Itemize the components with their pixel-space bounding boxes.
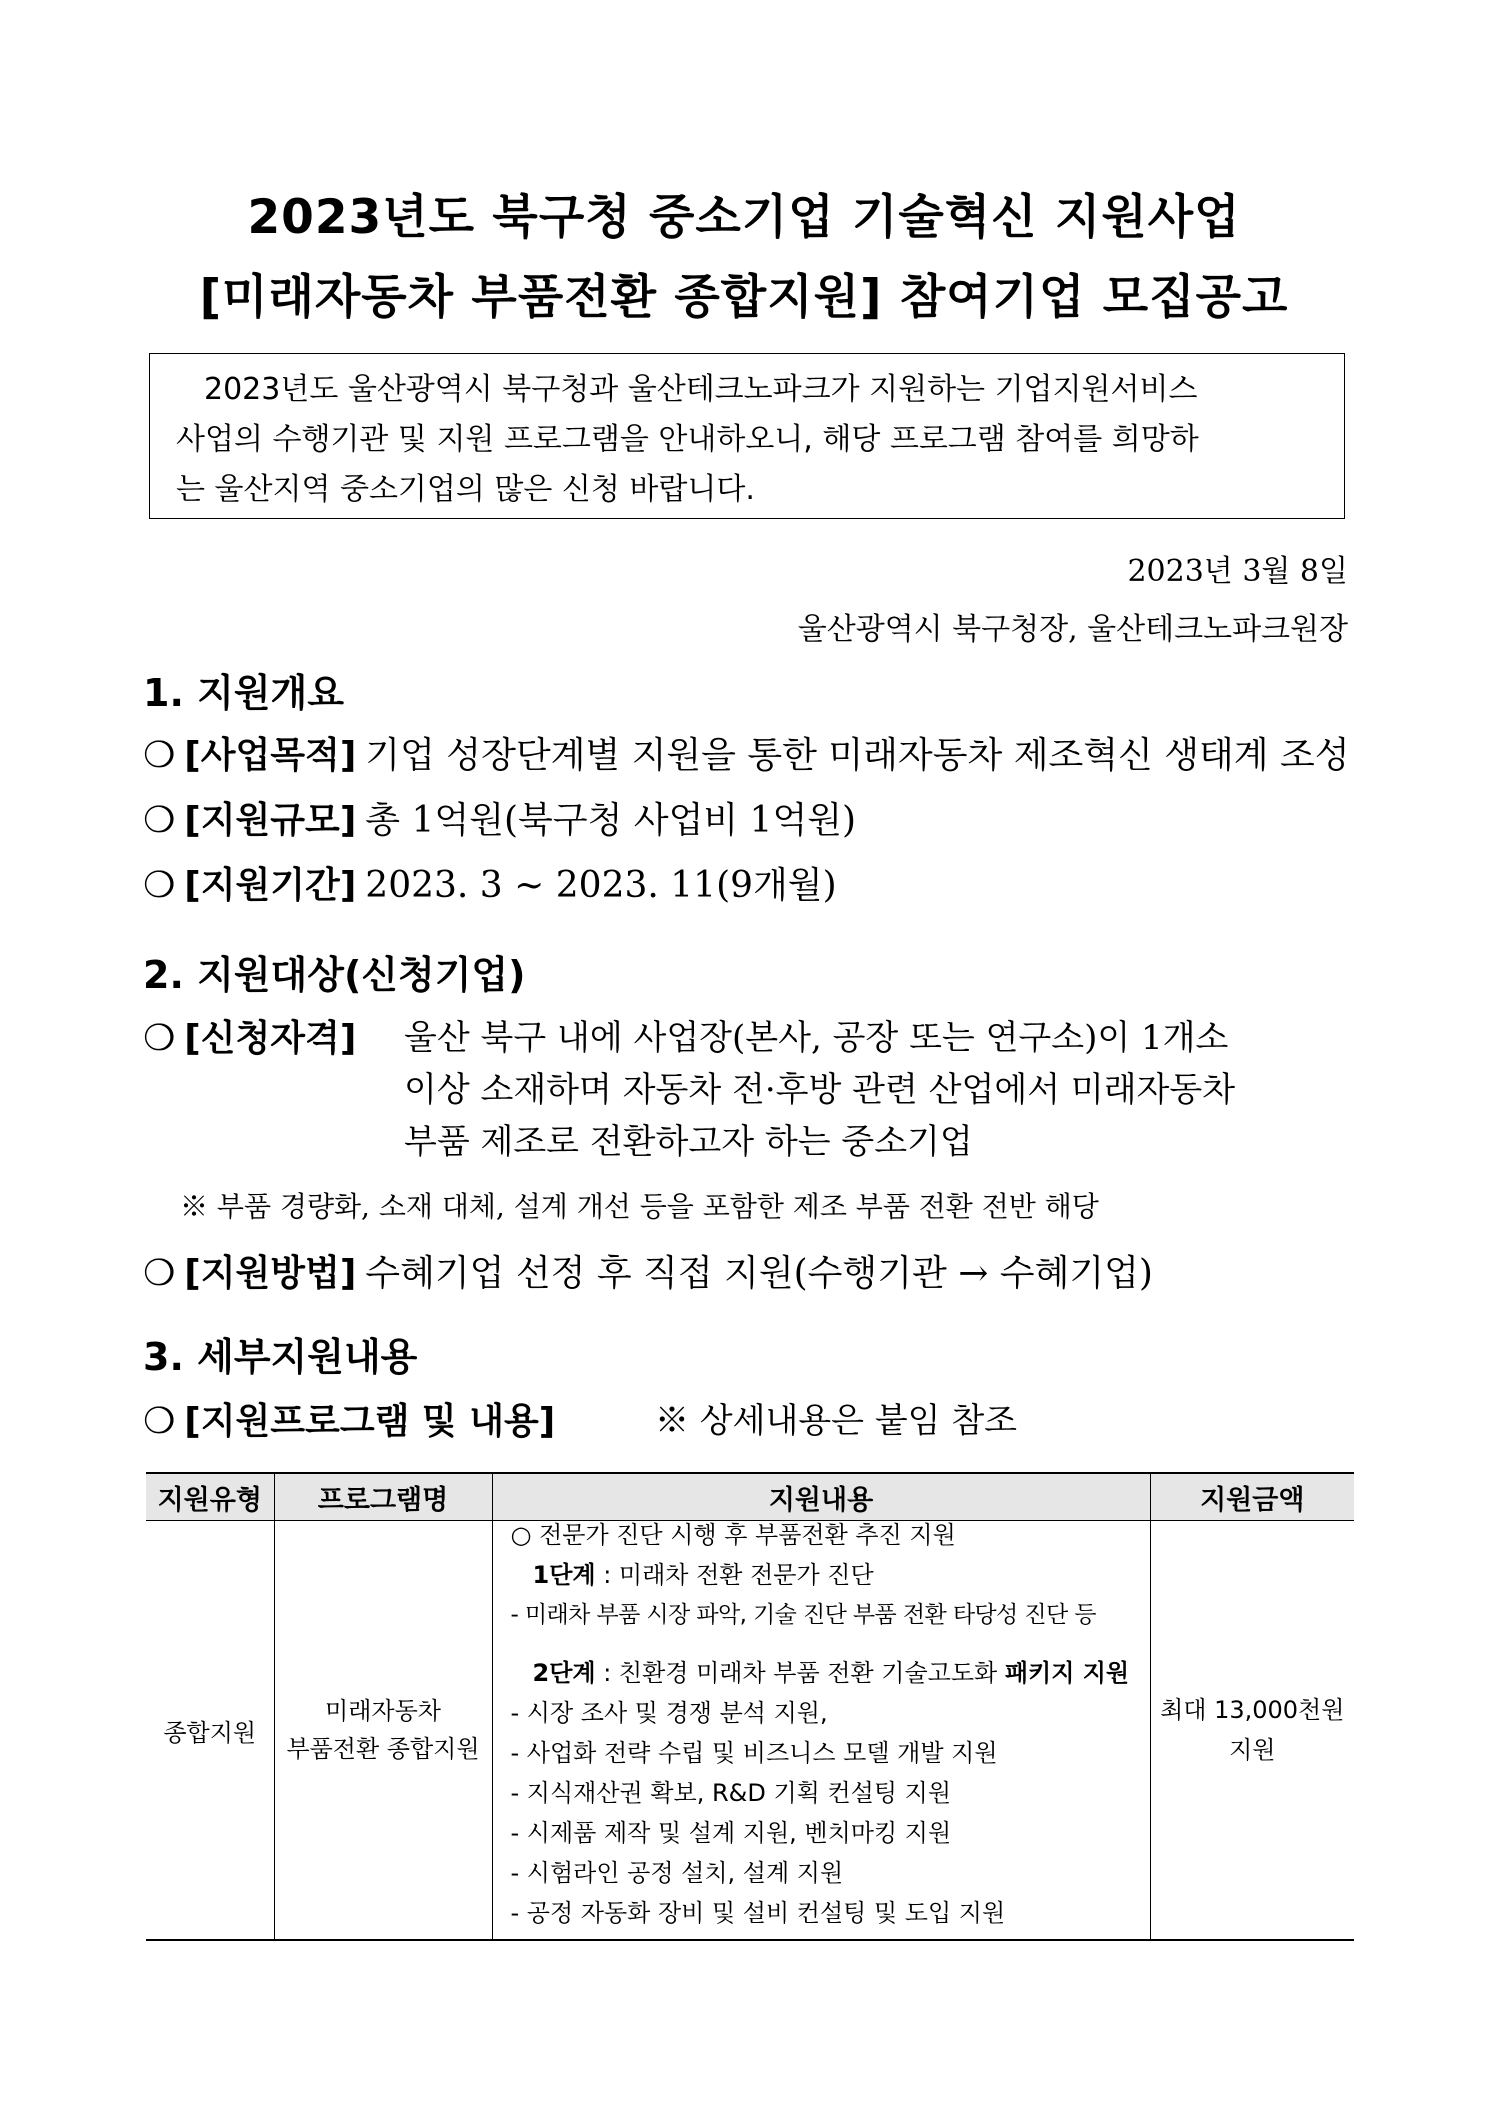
qualification-line-1: 울산 북구 내에 사업장(본사, 공장 또는 연구소)이 1개소 <box>404 1018 1229 1058</box>
content-item: - 시제품 제작 및 설계 지원, 벤치마킹 지원 <box>510 1819 952 1847</box>
header-amount: 지원금액 <box>1150 1473 1354 1521</box>
cell-amount <box>1150 1521 1354 1941</box>
header-type: 지원유형 <box>146 1473 274 1521</box>
section3-program <box>143 1393 555 1444</box>
intro-line-1: 2023년도 울산광역시 북구청과 울산테크노파크가 지원하는 기업지원서비스 <box>204 372 1198 407</box>
section2-note: ※ 부품 경량화, 소재 대체, 설계 개선 등을 포함한 제조 부품 전환 전반 해당 <box>180 1190 1099 1223</box>
bullet-circle-icon: ❍ <box>143 1253 176 1294</box>
bullet-circle-icon: ❍ <box>143 1018 176 1059</box>
section2-heading: 2. 지원대상(신청기업) <box>143 953 526 997</box>
intro-line-3: 는 울산지역 중소기업의 많은 신청 바랍니다. <box>176 472 755 507</box>
section1-heading: 1. 지원개요 <box>143 671 344 715</box>
cell-content <box>492 1521 1150 1941</box>
section1-item-purpose <box>143 727 1350 778</box>
announcement-date: 2023년 3월 8일 <box>1127 554 1348 589</box>
item-label: [지원기간] <box>184 865 357 906</box>
issuer: 울산광역시 북구청장, 울산테크노파크원장 <box>797 612 1348 647</box>
item-text: 총 1억원(북구청 사업비 1억원) <box>365 800 857 841</box>
content-item: - 시험라인 공정 설치, 설계 지원 <box>510 1859 844 1887</box>
section1-item-period <box>143 857 837 908</box>
item-label: [지원규모] <box>184 800 357 841</box>
program-name-line-1: 미래자동차 <box>325 1697 441 1725</box>
item-label: [지원프로그램 및 내용] <box>184 1401 556 1442</box>
amount-line-1: 최대 13,000천원 <box>1160 1696 1345 1724</box>
item-label: [지원방법] <box>184 1253 357 1294</box>
content-step1 <box>511 1555 1150 1595</box>
amount-line-2: 지원 <box>1229 1736 1276 1764</box>
step2-label: 2단계 <box>532 1659 596 1687</box>
step2-text: : 친환경 미래차 부품 전환 기술고도화 <box>595 1659 1005 1687</box>
content-step1-detail: - 미래차 부품 시장 파악, 기술 진단 부품 전환 타당성 진단 등 <box>510 1602 1096 1628</box>
bullet-circle-icon: ❍ <box>143 735 176 776</box>
content-item: - 시장 조사 및 경쟁 분석 지원, <box>510 1699 828 1727</box>
cell-type: 종합지원 <box>146 1521 274 1941</box>
support-table <box>146 1472 1354 1941</box>
table-header-row <box>146 1473 1354 1521</box>
bullet-circle-icon: ❍ <box>143 800 176 841</box>
content-item: - 공정 자동화 장비 및 설비 컨설팅 및 도입 지원 <box>510 1899 1006 1927</box>
program-name-line-2: 부품전환 종합지원 <box>286 1735 480 1763</box>
section3-program-note: ※ 상세내용은 붙임 참조 <box>655 1401 1018 1441</box>
content-item: - 사업화 전략 수립 및 비즈니스 모델 개발 지원 <box>510 1739 998 1767</box>
bullet-circle-icon: ❍ <box>143 865 176 906</box>
section2-qualification <box>143 1010 356 1061</box>
section2-method <box>143 1245 1153 1296</box>
section1-item-scale <box>143 792 856 843</box>
content-item: - 지식재산권 확보, R&D 기획 컨설팅 지원 <box>510 1779 952 1807</box>
table-row <box>146 1521 1354 1941</box>
content-step2 <box>511 1653 1150 1693</box>
bullet-circle-icon: ❍ <box>143 1401 176 1442</box>
qualification-line-3: 부품 제조로 전환하고자 하는 중소기업 <box>404 1122 973 1162</box>
item-text: 기업 성장단계별 지원을 통한 미래자동차 제조혁신 생태계 조성 <box>365 735 1350 776</box>
item-text: 2023. 3 ~ 2023. 11(9개월) <box>365 865 837 906</box>
item-text: 수혜기업 선정 후 직접 지원(수행기관 → 수혜기업) <box>365 1253 1153 1294</box>
content-intro: ○ 전문가 진단 시행 후 부품전환 추진 지원 <box>510 1521 956 1549</box>
header-content: 지원내용 <box>492 1473 1150 1521</box>
item-label: [신청자격] <box>184 1018 357 1059</box>
section3-heading: 3. 세부지원내용 <box>143 1335 418 1379</box>
intro-line-2: 사업의 수행기관 및 지원 프로그램을 안내하오니, 해당 프로그램 참여를 희망하 <box>176 422 1199 457</box>
qualification-line-2: 이상 소재하며 자동차 전·후방 관련 산업에서 미래자동차 <box>404 1070 1236 1110</box>
step1-text: : 미래차 전환 전문가 진단 <box>595 1561 874 1589</box>
cell-program <box>274 1521 492 1941</box>
header-program: 프로그램명 <box>274 1473 492 1521</box>
item-label: [사업목적] <box>184 735 357 776</box>
title-line-1: 2023년도 북구청 중소기업 기술혁신 지원사업 <box>247 190 1241 245</box>
step1-label: 1단계 <box>532 1561 596 1589</box>
step2-bold: 패키지 지원 <box>1004 1659 1130 1687</box>
title-line-2: [미래자동차 부품전환 종합지원] 참여기업 모집공고 <box>199 270 1289 325</box>
